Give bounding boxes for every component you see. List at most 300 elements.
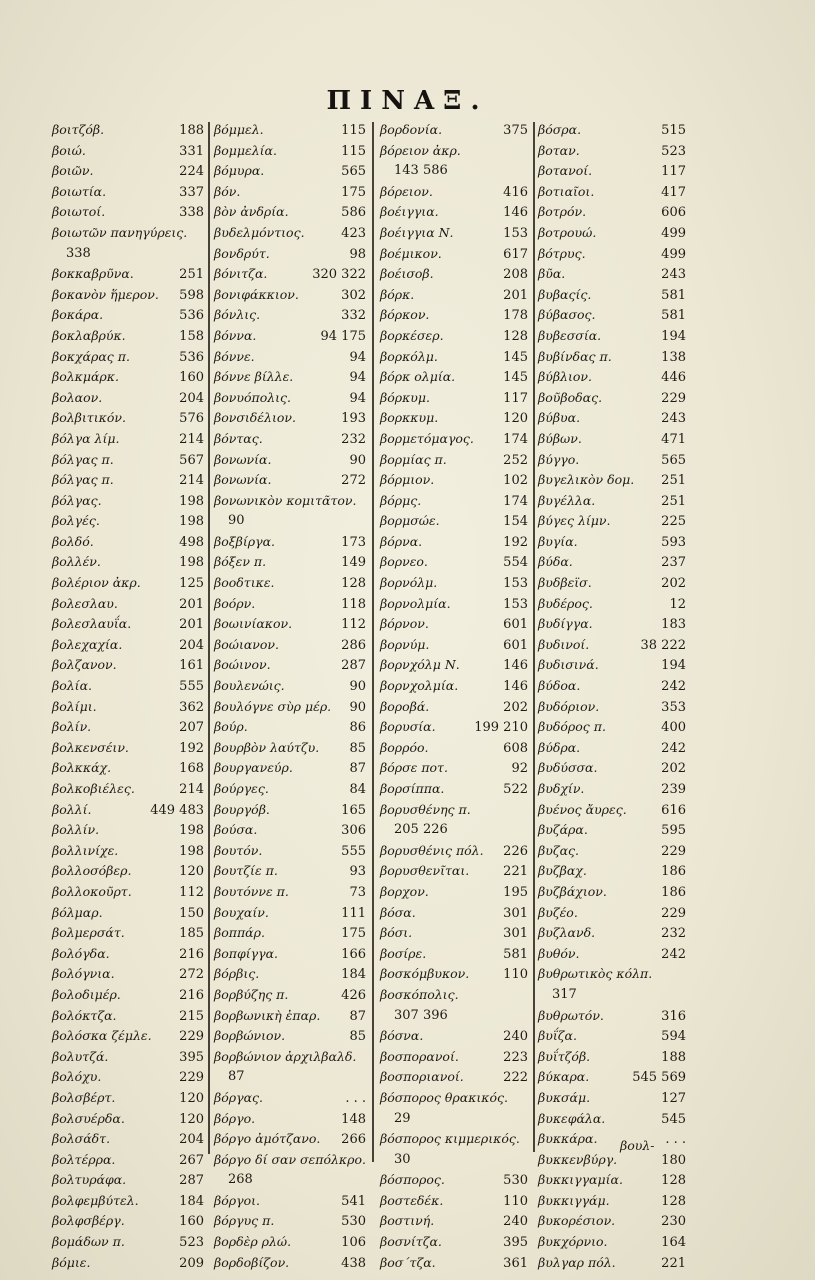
index-term: βοέιγγια Ν. — [380, 224, 454, 240]
page-number: 165 — [341, 802, 366, 818]
index-term: βορυσία. — [380, 719, 436, 735]
page-number: 128 — [661, 1173, 686, 1189]
page-number: 194 — [661, 658, 686, 674]
index-term: βολγές. — [52, 513, 100, 529]
index-term: βολία. — [52, 678, 92, 694]
page-number: 214 — [179, 782, 204, 797]
index-entry — [52, 511, 204, 532]
page-number: 90 — [349, 452, 366, 468]
index-entry — [214, 408, 366, 429]
page-number: 90 — [349, 699, 366, 715]
page-number: 120 — [179, 1111, 204, 1127]
page-number: 223 — [503, 1049, 528, 1065]
index-term: βυκεφάλα. — [538, 1110, 606, 1126]
index-entry — [214, 244, 366, 265]
page-number: 601 — [503, 617, 528, 633]
index-term: βόργοι. — [214, 1192, 260, 1208]
index-entry — [538, 882, 686, 903]
page-number: 138 — [661, 349, 686, 365]
index-term: βοσίρε. — [380, 945, 427, 961]
index-term: βολίν. — [52, 719, 92, 735]
index-term: βολλί. — [52, 801, 92, 817]
index-term: βυθόν. — [538, 945, 580, 961]
index-term: βόρκ. — [380, 286, 415, 302]
page-number: 229 — [179, 1070, 204, 1086]
index-term: βολφσβέργ. — [52, 1213, 125, 1229]
index-entry — [380, 1026, 528, 1047]
index-entry — [52, 264, 204, 285]
index-entry — [538, 1026, 686, 1047]
index-entry — [52, 1170, 204, 1191]
page-number: 111 — [341, 905, 366, 921]
page-number: 581 — [661, 287, 686, 303]
index-term: βολόχυ. — [52, 1069, 102, 1085]
index-term: βούρ. — [214, 719, 248, 735]
index-term: βοστινή. — [380, 1213, 435, 1229]
index-entry — [214, 1026, 366, 1047]
index-term: βορνχόλμ Ν. — [380, 657, 460, 673]
index-term: βύβλιον. — [538, 369, 592, 385]
index-entry — [214, 1109, 366, 1130]
index-term: βορδὲρ ρλώ. — [214, 1234, 292, 1250]
page-number: 541 — [341, 1193, 366, 1209]
page-number: 242 — [661, 679, 686, 695]
index-entry — [538, 264, 686, 285]
page-number: 338 — [66, 245, 91, 261]
index-entry — [52, 614, 204, 635]
index-term: βολτέρρα. — [52, 1151, 116, 1167]
index-term: βορσίππα. — [380, 781, 445, 796]
page-number: 523 — [661, 143, 686, 159]
index-entry — [214, 964, 366, 985]
index-term: βολκμάρκ. — [52, 369, 119, 385]
index-entry — [380, 532, 528, 553]
index-entry — [538, 388, 686, 409]
page-number: 202 — [503, 699, 528, 715]
index-entry — [52, 697, 204, 718]
page-number: 115 — [341, 143, 366, 159]
page-number: 92 — [511, 761, 528, 777]
index-entry — [52, 223, 204, 264]
page-number: 158 — [179, 328, 204, 344]
index-term: βόνιτζα. — [214, 266, 268, 282]
page-number: 286 — [341, 637, 366, 653]
page-number: 94 — [349, 349, 366, 365]
page-number: 148 — [341, 1111, 366, 1127]
index-entry — [538, 223, 686, 244]
index-term: βυκκιγγαμία. — [538, 1172, 623, 1188]
index-term: βοσνίτζα. — [380, 1234, 442, 1250]
index-term: βυκκενβύργ. — [538, 1151, 618, 1167]
page-number: 232 — [661, 926, 686, 942]
index-entry — [52, 1232, 204, 1253]
page-number: 166 — [341, 946, 366, 962]
page-number: 601 — [503, 637, 528, 653]
index-entry — [538, 964, 686, 1005]
index-term: βυδισινά. — [538, 657, 599, 673]
index-entry — [380, 429, 528, 450]
page-number: 90 — [349, 679, 366, 695]
page-number: 193 — [341, 411, 366, 427]
page-number: 240 — [503, 1029, 528, 1045]
index-term: βορβώνιον. — [214, 1028, 286, 1044]
index-term: βόργας. — [214, 1089, 263, 1105]
index-entry — [52, 820, 204, 841]
page-number: 232 — [341, 431, 366, 447]
index-entry — [538, 141, 686, 162]
index-term: βολυτζά. — [52, 1048, 109, 1064]
index-term: βόρκ ολμία. — [380, 369, 456, 385]
index-term: βόνλις. — [214, 307, 261, 323]
index-term: βονωνία. — [214, 472, 272, 488]
page-number: 426 — [341, 987, 366, 1003]
column-rule — [533, 122, 535, 1152]
index-term: βολσυέρδα. — [52, 1110, 125, 1126]
page-number: 188 — [179, 123, 204, 138]
page-number: 106 — [341, 1235, 366, 1251]
index-entry — [538, 1150, 686, 1171]
page-number: 12 — [669, 596, 686, 612]
index-term: βολέριον ἀκρ. — [52, 575, 141, 591]
index-term: βυδβεϊσ. — [538, 575, 592, 591]
page-number: 94 175 — [320, 328, 366, 344]
index-entry — [380, 1067, 528, 1088]
index-term: βόσα. — [380, 904, 416, 920]
index-entry — [52, 944, 204, 965]
index-entry — [538, 244, 686, 265]
index-term: βολόγδα. — [52, 945, 110, 961]
index-term: βυγία. — [538, 533, 578, 549]
index-term: βοστεδέκ. — [380, 1192, 444, 1208]
index-term: βοροβά. — [380, 698, 430, 714]
page-number: 145 — [503, 349, 528, 365]
index-term: βυκκιγγάμ. — [538, 1192, 610, 1208]
page-number: 581 — [503, 946, 528, 962]
page-number: 112 — [179, 884, 204, 900]
index-entry — [214, 161, 366, 182]
index-term: βορυσθενῖται. — [380, 863, 470, 879]
page-number: 174 — [503, 493, 528, 509]
page-number: 395 — [503, 1235, 528, 1251]
index-entry — [380, 367, 528, 388]
index-entry — [52, 1150, 204, 1171]
index-entry — [52, 923, 204, 944]
index-entry — [52, 1026, 204, 1047]
index-term: βουλόγνε σὺρ μέρ. — [214, 698, 332, 714]
index-term: βοῦβοδας. — [538, 389, 603, 405]
index-term: βορχον. — [380, 883, 429, 899]
page-number: 593 — [661, 534, 686, 550]
page-number: 160 — [179, 370, 204, 386]
index-entry — [538, 676, 686, 697]
page-number: 222 — [503, 1070, 528, 1086]
index-entry — [538, 182, 686, 203]
page-number: 198 — [179, 823, 204, 839]
index-entry — [52, 1067, 204, 1088]
index-entry — [380, 264, 528, 285]
index-entry — [538, 1109, 686, 1130]
index-term: βοκάρα. — [52, 307, 104, 323]
index-term: βολοδιμέρ. — [52, 986, 121, 1002]
page-number: 150 — [179, 905, 204, 921]
index-entry — [52, 429, 204, 450]
index-term: βόννε βίλλε. — [214, 369, 294, 385]
index-entry — [380, 491, 528, 512]
index-term: βολαον. — [52, 389, 103, 405]
index-entry — [538, 305, 686, 326]
page-number: 85 — [349, 1029, 366, 1045]
index-term: βυζας. — [538, 842, 580, 858]
index-entry — [538, 573, 686, 594]
index-entry — [52, 532, 204, 553]
page-number: 120 — [179, 864, 204, 880]
page-number: 128 — [661, 1193, 686, 1209]
index-entry — [538, 1129, 686, 1150]
index-term: βυδχίν. — [538, 781, 585, 796]
index-term: βόσνα. — [380, 1028, 424, 1044]
index-term: βόντας. — [214, 430, 263, 446]
page-number: 204 — [179, 637, 204, 653]
index-term: βοώιανον. — [214, 636, 279, 652]
index-term: βύγγο. — [538, 451, 580, 467]
index-term: βολεσλαυ. — [52, 595, 118, 611]
index-term: βολζανον. — [52, 657, 117, 673]
index-term: βουλενώις. — [214, 678, 285, 694]
page-number: 205 226 — [394, 822, 448, 838]
index-entry — [538, 1006, 686, 1027]
index-entry — [52, 1109, 204, 1130]
index-entry — [214, 491, 366, 532]
index-term: βονωνία. — [214, 451, 272, 467]
index-entry — [380, 841, 528, 862]
page-number: 545 — [661, 1111, 686, 1127]
index-term: βορνολμία. — [380, 595, 451, 611]
index-entry — [214, 367, 366, 388]
index-entry — [380, 738, 528, 759]
index-term: βόλμαρ. — [52, 904, 103, 920]
index-entry — [214, 697, 366, 718]
page-number: 186 — [661, 884, 686, 900]
page-number: 302 — [341, 287, 366, 303]
index-term: βόν. — [214, 183, 241, 199]
index-entry — [538, 903, 686, 924]
index-term: βυζβαχ. — [538, 863, 587, 879]
index-term: βοτρόν. — [538, 204, 587, 220]
index-term: βόργο ἀμότζανο. — [214, 1131, 321, 1147]
page-number: 499 — [661, 246, 686, 262]
index-term: βύβων. — [538, 430, 582, 446]
page-number: 86 — [349, 720, 366, 736]
index-term: βολλοσόβερ. — [52, 863, 132, 879]
page-number: 85 — [349, 740, 366, 756]
page-number: 94 — [349, 370, 366, 386]
index-entry — [380, 594, 528, 615]
index-term: βόργυς π. — [214, 1213, 275, 1229]
index-entry — [538, 1191, 686, 1212]
page-number: 186 — [661, 864, 686, 880]
index-term: βοέιγγια. — [380, 204, 439, 220]
index-term: βοέμικον. — [380, 245, 442, 261]
index-entry — [538, 923, 686, 944]
index-entry — [214, 552, 366, 573]
index-term: βοοδτικε. — [214, 575, 275, 591]
index-entry — [52, 779, 204, 800]
page-number: 417 — [661, 184, 686, 200]
index-term: βόννα. — [214, 327, 257, 343]
index-term: βόξεν π. — [214, 554, 267, 570]
page-number: 229 — [661, 390, 686, 406]
index-entry — [214, 841, 366, 862]
index-entry — [214, 1088, 366, 1109]
index-entry — [380, 800, 528, 841]
page-number: 192 — [179, 740, 204, 756]
index-term: βούργες. — [214, 781, 269, 796]
index-entry — [214, 903, 366, 924]
index-entry — [214, 532, 366, 553]
index-column-3 — [380, 120, 528, 1271]
index-term: βορβωνικὴ ἐπαρ. — [214, 1007, 321, 1023]
index-term: βολμερσάτ. — [52, 925, 125, 941]
index-entry — [538, 717, 686, 738]
page-number: 598 — [179, 287, 204, 303]
page-number: 301 — [503, 905, 528, 921]
index-entry — [214, 264, 366, 285]
index-entry — [52, 491, 204, 512]
index-entry — [380, 202, 528, 223]
page-number: 229 — [661, 843, 686, 859]
index-entry — [380, 1191, 528, 1212]
index-entry — [380, 326, 528, 347]
page-number: 216 — [179, 946, 204, 962]
index-term: βουτζίε π. — [214, 863, 278, 879]
index-term: βυκσάμ. — [538, 1089, 591, 1105]
index-term: βορκόλμ. — [380, 348, 438, 364]
index-entry — [52, 552, 204, 573]
index-entry — [538, 285, 686, 306]
index-term: βοκχάρας π. — [52, 348, 130, 364]
index-entry — [380, 182, 528, 203]
page-number: 251 — [661, 493, 686, 509]
page-number: 243 — [661, 411, 686, 427]
page-number: 208 — [503, 267, 528, 283]
index-term: βύγες λίμν. — [538, 513, 611, 529]
page-number: 268 — [228, 1172, 253, 1188]
page-number: 87 — [349, 761, 366, 777]
index-term: βολκκάχ. — [52, 760, 112, 776]
index-entry — [214, 985, 366, 1006]
page-number: 272 — [341, 473, 366, 489]
index-term: βυβαςίς. — [538, 286, 592, 302]
index-entry — [538, 1047, 686, 1068]
index-entry — [538, 944, 686, 965]
index-term: βομμελία. — [214, 142, 277, 158]
page-number: 149 — [341, 555, 366, 571]
index-term: βολκενσέιν. — [52, 739, 129, 755]
index-entry — [52, 985, 204, 1006]
index-term: βοξβίργα. — [214, 533, 275, 549]
index-entry — [52, 285, 204, 306]
index-term: βουργανεύρ. — [214, 760, 293, 776]
index-term: βυκκάρα. — [538, 1131, 598, 1147]
index-entry — [52, 861, 204, 882]
index-entry — [214, 923, 366, 944]
page-number: 215 — [179, 1008, 204, 1024]
index-term: βόρμς. — [380, 492, 422, 508]
index-term: βολλίν. — [52, 822, 100, 838]
index-entry — [538, 1170, 686, 1191]
index-term: βοκκαβρῦνα. — [52, 266, 134, 282]
page-number: 199 210 — [474, 720, 528, 736]
index-entry — [214, 614, 366, 635]
index-entry — [380, 470, 528, 491]
index-term: βοκανὸν ἥμερον. — [52, 286, 159, 302]
index-entry — [214, 1047, 366, 1088]
index-term: βορνόλμ. — [380, 575, 438, 591]
index-term: βορκκυμ. — [380, 410, 439, 426]
index-entry — [380, 1253, 528, 1274]
page-number: 153 — [503, 225, 528, 241]
page-number: 530 — [503, 1173, 528, 1189]
index-entry — [538, 655, 686, 676]
page-number: 555 — [341, 843, 366, 859]
index-entry — [380, 614, 528, 635]
page-number: 224 — [179, 164, 204, 180]
index-entry — [52, 964, 204, 985]
index-entry — [380, 223, 528, 244]
page-number: 221 — [503, 864, 528, 880]
index-term: βορμίας π. — [380, 451, 447, 467]
index-entry — [52, 1211, 204, 1232]
index-term: βοπφίγγα. — [214, 945, 278, 961]
index-term: βορνύμ. — [380, 636, 430, 652]
index-entry — [214, 861, 366, 882]
page-number: 332 — [341, 308, 366, 324]
index-term: βοιωτῶν πανηγύρεις. — [52, 224, 188, 240]
page-number: 175 — [341, 926, 366, 942]
page-number: 204 — [179, 1132, 204, 1148]
page-number: 221 — [661, 1255, 686, 1271]
index-term: βύβασος. — [538, 307, 596, 323]
page-number: 498 — [179, 534, 204, 550]
page-number: 29 — [394, 1110, 411, 1126]
index-entry — [380, 717, 528, 738]
page-number: 201 — [179, 596, 204, 612]
index-entry — [214, 223, 366, 244]
index-entry — [538, 120, 686, 141]
page-number: 530 — [341, 1214, 366, 1230]
page-number: . . . — [665, 1132, 686, 1148]
page-number: 225 — [661, 514, 686, 530]
index-entry — [52, 594, 204, 615]
page-number: 184 — [179, 1193, 204, 1209]
page-number: 87 — [228, 1069, 245, 1085]
index-entry — [380, 1047, 528, 1068]
index-entry — [52, 141, 204, 162]
page-number: 229 — [661, 905, 686, 921]
index-term: βοσ΄τζα. — [380, 1254, 436, 1270]
page-number: 606 — [661, 205, 686, 221]
index-term: βοόρν. — [214, 595, 256, 611]
page-number: 154 — [503, 514, 528, 530]
page-number: 178 — [503, 308, 528, 324]
page-number: 226 — [503, 843, 528, 859]
page-number: 616 — [661, 802, 686, 818]
page-number: 536 — [179, 308, 204, 324]
index-entry — [538, 511, 686, 532]
index-entry — [538, 697, 686, 718]
index-term: βορβώνιον ἀρχιλβαλδ. — [214, 1048, 357, 1064]
page-number: 73 — [349, 884, 366, 900]
